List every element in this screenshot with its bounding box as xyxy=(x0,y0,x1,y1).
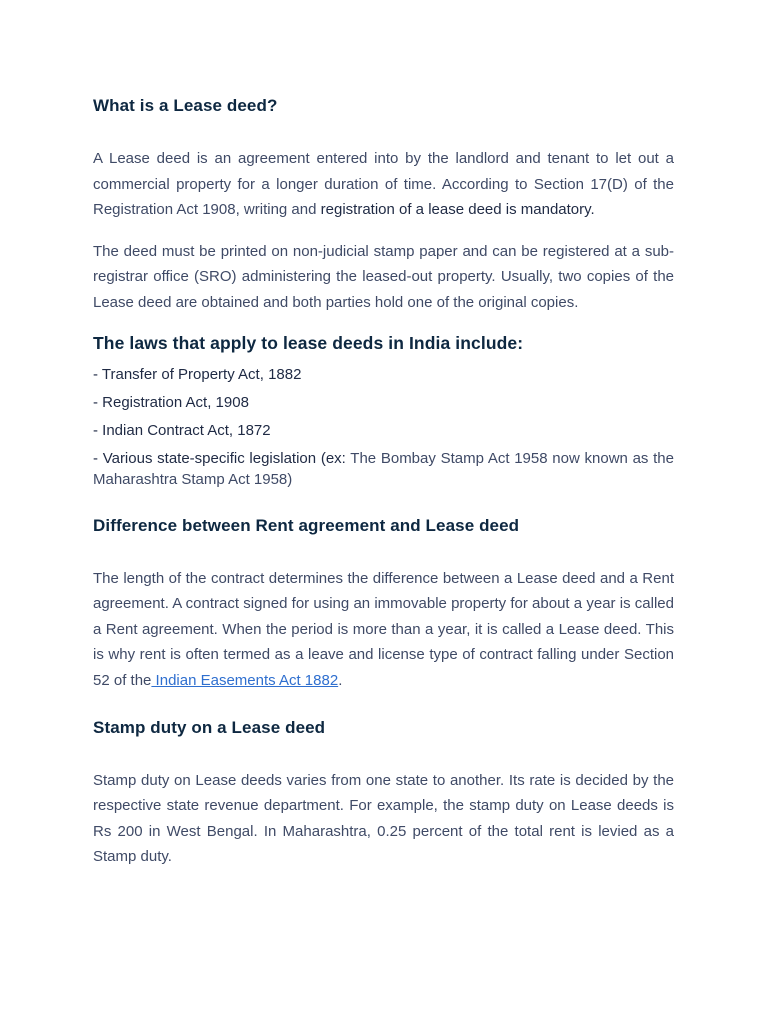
heading-what-is-lease-deed: What is a Lease deed? xyxy=(93,96,278,115)
list-item: - Indian Contract Act, 1872 xyxy=(93,421,271,439)
list-item: - Transfer of Property Act, 1882 xyxy=(93,365,302,383)
list-item xyxy=(93,448,674,490)
list-item-prefix: - Various state-specific legislation (ex: xyxy=(93,449,351,467)
list-item: - Registration Act, 1908 xyxy=(93,393,249,411)
paragraph-lease-definition-text: A Lease deed is an agreement entered into by the landlord and tenant to let out a commercial property for a longer duration of time. According to Section 17(D) of the Registration Act 1908, writing and xyxy=(93,150,674,219)
indian-easements-act-link[interactable]: Indian Easements Act 1882 xyxy=(151,671,339,689)
paragraph-stamp-paper: The deed must be printed on non-judicial stamp paper and can be registered at a sub-registrar office (SRO) administering the leased-out property. Usually, two copies of the Lease deed are obtained and both parties hold one of the original copies. xyxy=(93,242,674,311)
laws-list xyxy=(93,364,674,490)
document-content xyxy=(93,96,674,870)
paragraph-difference xyxy=(93,566,674,694)
heading-stamp-duty: Stamp duty on a Lease deed xyxy=(93,717,326,737)
paragraph-difference-text: The length of the contract determines the difference between a Lease deed and a Rent agreement. A contract signed for using an immovable property for about a year is called a Rent agreement. When the period is more than a year, it is called a Lease deed. This is why rent is often termed as a leave and license type of contract falling under Section 52 of the xyxy=(93,569,674,689)
heading-laws: The laws that apply to lease deeds in India include: xyxy=(93,332,524,353)
paragraph-difference-end: . xyxy=(338,671,343,689)
paragraph-lease-definition xyxy=(93,146,674,223)
paragraph-stamp-duty: Stamp duty on Lease deeds varies from one state to another. Its rate is decided by the respective state revenue department. For example, the stamp duty on Lease deeds is Rs 200 in West Bengal. In Maharashtra, 0.25 percent of the total rent is levied as a Stamp duty. xyxy=(93,771,674,866)
heading-difference: Difference between Rent agreement and Lease deed xyxy=(93,515,520,535)
paragraph-lease-mandatory-text: registration of a lease deed is mandatory. xyxy=(320,201,595,219)
list-item-example: The Bombay Stamp Act 1958 now known as the Maharashtra Stamp Act 1958) xyxy=(93,449,674,488)
